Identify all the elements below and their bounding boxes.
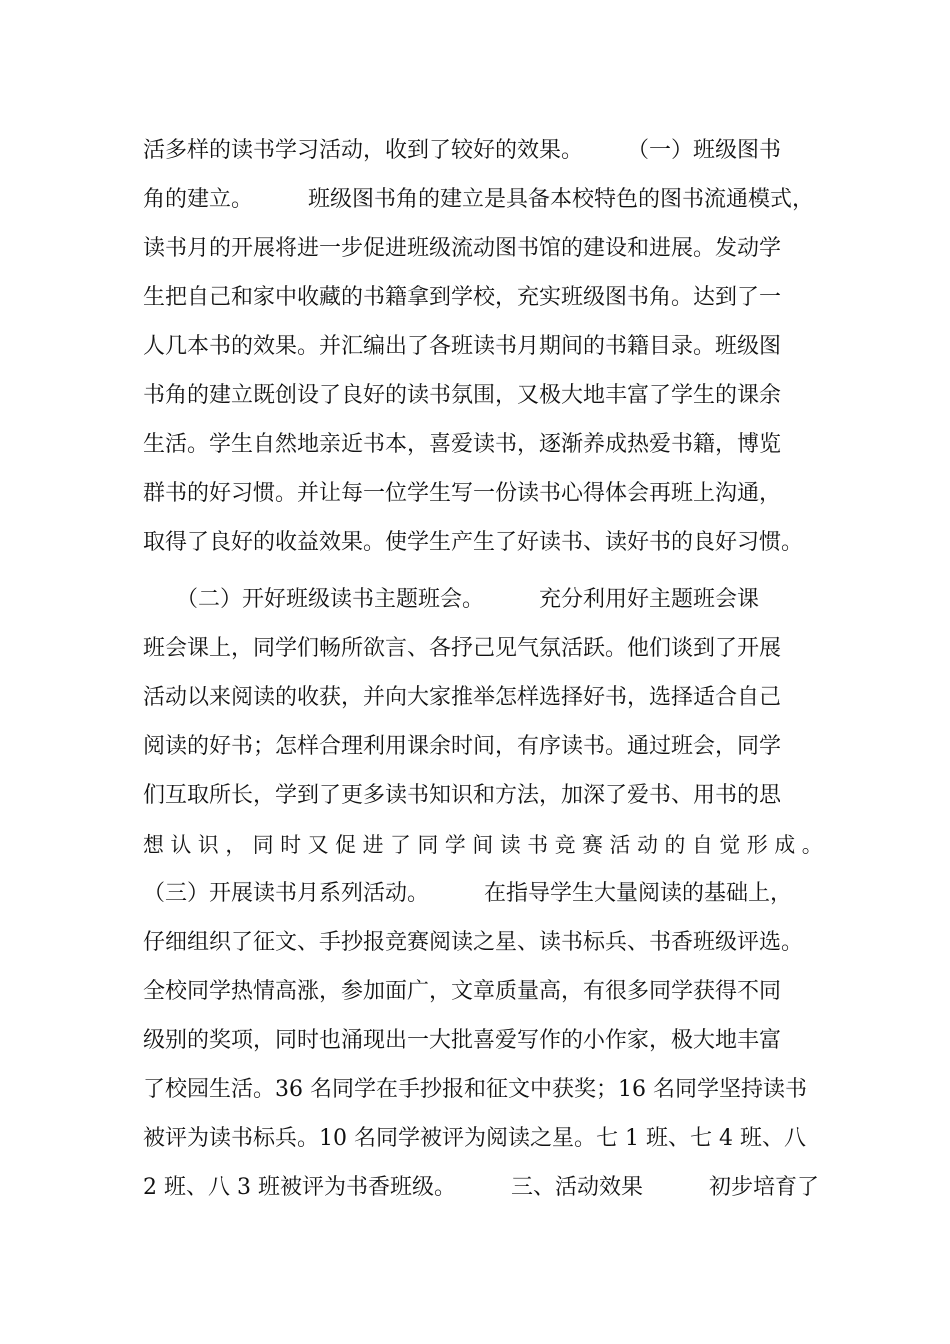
text-line: 被评为读书标兵。10 名同学被评为阅读之星。七 1 班、七 4 班、八 xyxy=(143,1126,806,1151)
text-line: 读书月的开展将进一步促进班级流动图书馆的建设和进展。发动学 xyxy=(143,236,782,261)
text-line: 们互取所长，学到了更多读书知识和方法，加深了爱书、用书的思 xyxy=(143,783,782,808)
text-line: 书角的建立既创设了良好的读书氛围，又极大地丰富了学生的课余 xyxy=(143,383,782,408)
text-line: 活动以来阅读的收获，并向大家推举怎样选择好书，选择适合自己 xyxy=(143,685,782,710)
text-line: 群书的好习惯。并让每一位学生写一份读书心得体会再班上沟通， xyxy=(143,481,782,506)
text-line: 活多样的读书学习活动，收到了较好的效果。 （一）班级图书 xyxy=(143,138,782,163)
text-line: 生把自己和家中收藏的书籍拿到学校，充实班级图书角。达到了一 xyxy=(143,285,782,310)
text-line: （二）开好班级读书主题班会。 充分利用好主题班会课 xyxy=(143,587,760,612)
text-line: 想 认 识 ， 同 时 又 促 进 了 同 学 间 读 书 竞 赛 活 动 的 自 觉 形 成 。 xyxy=(143,833,823,857)
text-line: 级别的奖项，同时也涌现出一大批喜爱写作的小作家，极大地丰富 xyxy=(143,1028,782,1053)
text-line: 阅读的好书；怎样合理利用课余时间，有序读书。通过班会，同学 xyxy=(143,734,782,759)
text-line: 人几本书的效果。并汇编出了各班读书月期间的书籍目录。班级图 xyxy=(143,334,782,359)
text-line: 生活。学生自然地亲近书本，喜爱读书，逐渐养成热爱书籍，博览 xyxy=(143,432,782,457)
text-line: （三）开展读书月系列活动。 在指导学生大量阅读的基础上， xyxy=(143,881,793,906)
text-line: 角的建立。 班级图书角的建立是具备本校特色的图书流通模式， xyxy=(143,187,815,212)
text-line: 班会课上，同学们畅所欲言、各抒己见气氛活跃。他们谈到了开展 xyxy=(143,636,782,661)
text-line: 了校园生活。36 名同学在手抄报和征文中获奖；16 名同学坚持读书 xyxy=(143,1077,807,1102)
text-line: 2 班、八 3 班被评为书香班级。 三、活动效果 初步培育了 xyxy=(143,1175,819,1200)
text-line: 仔细组织了征文、手抄报竞赛阅读之星、读书标兵、书香班级评选。 xyxy=(143,930,804,955)
text-line: 取得了良好的收益效果。使学生产生了好读书、读好书的良好习惯。 xyxy=(143,530,804,555)
text-line: 全校同学热情高涨，参加面广，文章质量高，有很多同学获得不同 xyxy=(143,979,782,1004)
